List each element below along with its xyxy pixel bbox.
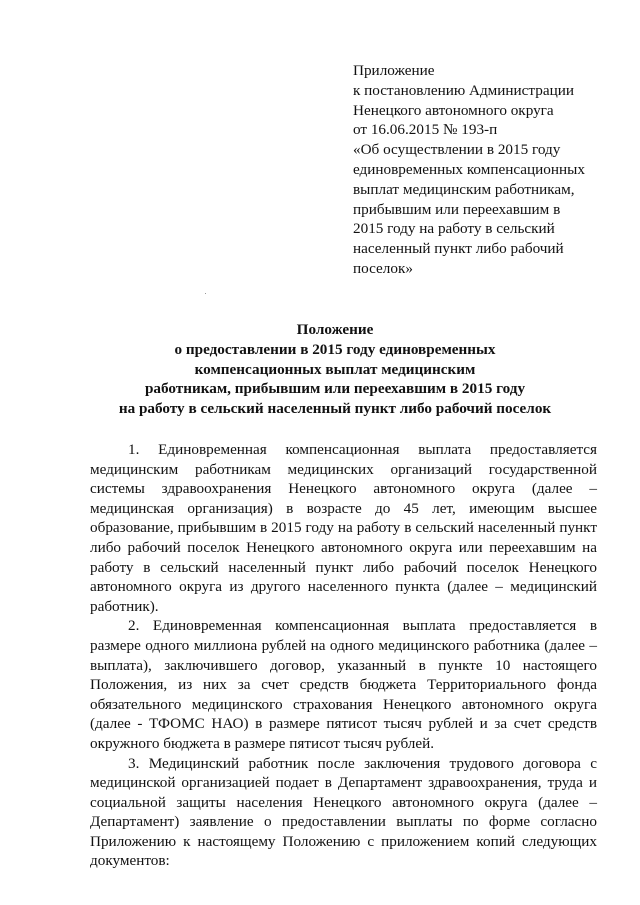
appendix-line: от 16.06.2015 № 193-п bbox=[353, 121, 498, 139]
appendix-line: выплат медицинским работникам, bbox=[353, 180, 575, 198]
appendix-line: Приложение bbox=[353, 62, 435, 79]
appendix-line: «Об осуществлении в 2015 году bbox=[353, 141, 561, 159]
appendix-line: единовременных компенсационных bbox=[353, 160, 585, 178]
scan-speck bbox=[205, 293, 206, 294]
paragraph-3: 3. Медицинский работник после заключения трудового договора с медицинской организацией подает в Департамент здравоохранения, труда и социальной защиты населения Ненецкого автономного округа (далее – Департамент) заявление о предоставлении выплаты по форме согласно Приложению к настоящему Положению с приложением копий следующих документов: bbox=[90, 754, 597, 870]
appendix-line: 2015 году на работу в сельский bbox=[353, 220, 555, 238]
title-line: о предоставлении в 2015 году единовременных bbox=[174, 340, 496, 358]
title-line: работникам, прибывшим или переехавшим в 2015 году bbox=[144, 380, 526, 398]
document-body bbox=[90, 440, 597, 871]
appendix-header bbox=[353, 61, 613, 279]
appendix-line: населенный пункт либо рабочий bbox=[353, 240, 564, 258]
appendix-line: прибывшим или переехавшим в bbox=[353, 200, 561, 218]
title-line: на работу в сельский населенный пункт либо рабочий поселок bbox=[118, 400, 552, 418]
appendix-line: поселок» bbox=[353, 259, 413, 277]
title-line: компенсационных выплат медицинским bbox=[194, 360, 476, 378]
document-title bbox=[60, 320, 610, 419]
title-line: Положение bbox=[296, 321, 374, 338]
appendix-line: Ненецкого автономного округа bbox=[353, 101, 554, 119]
paragraph-1: 1. Единовременная компенсационная выплата предоставляется медицинским работникам медицинских организаций государственной системы здравоохранения Ненецкого автономного округа (далее – медицинская организация) в возрасте до 45 лет, имеющим высшее образование, прибывшим в 2015 году на работу в сельский населенный пункт либо рабочий поселок Ненецкого автономного округа или переехавшим на работу в сельский населенный пункт либо рабочий поселок Ненецкого автономного округа из другого населенного пункта (далее – медицинский работник). bbox=[90, 441, 597, 615]
appendix-line: к постановлению Администрации bbox=[353, 81, 574, 99]
paragraph-2: 2. Единовременная компенсационная выплата предоставляется в размере одного миллиона рублей на одного медицинского работника (далее – выплата), заключившего договор, указанный в пункте 10 настоящего Положения, из них за счет средств бюджета Территориального фонда обязательного медицинского страхования Ненецкого автономного округа (далее - ТФОМС НАО) в размере пятисот тысяч рублей и за счет средств окружного бюджета в размере пятисот тысяч рублей. bbox=[90, 617, 597, 752]
